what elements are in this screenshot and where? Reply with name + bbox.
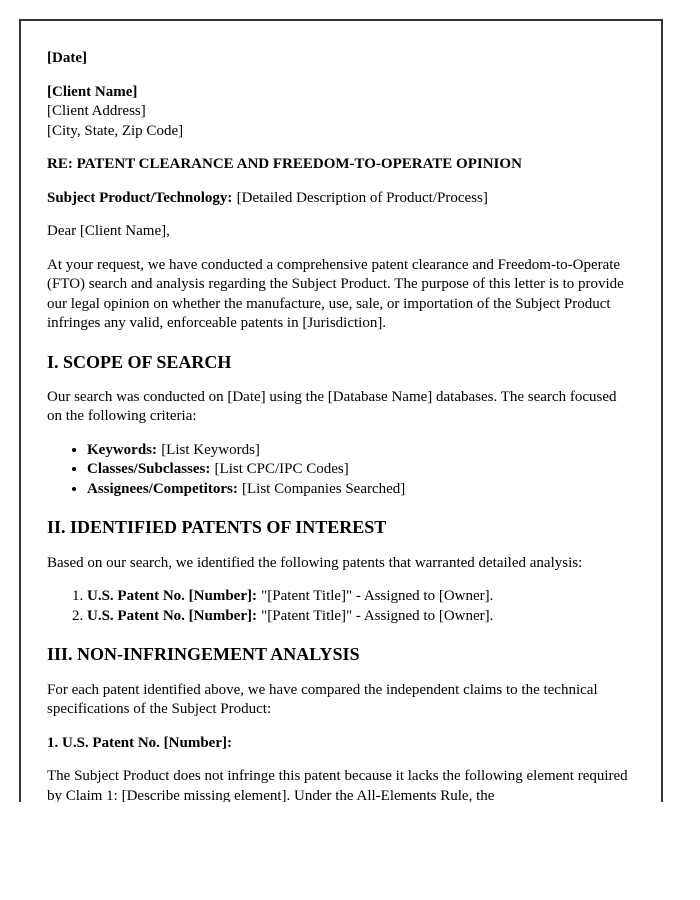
subject-label: Subject Product/Technology: [47,189,233,206]
scope-intro-paragraph: Our search was conducted on [Date] using the [Database Name] databases. The search focused on the following criteria: [47,388,617,425]
patent-number-label: U.S. Patent No. [Number]: [87,607,257,624]
date-line: [Date] [47,50,87,66]
subject-value: [Detailed Description of Product/Process] [236,189,488,206]
analysis-intro-paragraph: For each patent identified above, we have compared the independent claims to the technical specifications of the Subject Product: [47,681,598,718]
client-address-line: [Client Address] [47,103,146,119]
client-block [47,83,635,142]
patent-title-value: "[Patent Title]" - Assigned to [Owner]. [261,607,494,624]
criteria-list [47,441,635,500]
subject-line [47,189,635,209]
analysis-section-heading: III. NON-INFRINGEMENT ANALYSIS [47,644,360,665]
criteria-item-assignees [87,480,635,500]
criteria-label: Keywords: [87,441,157,458]
patent-item [87,607,635,627]
intro-paragraph: At your request, we have conducted a comprehensive patent clearance and Freedom-to-Operate (FTO) search and analysis regarding the Subject Product. The purpose of this letter is to provide our legal opinion on whether the manufacture, use, sale, or importation of the Subject Product infringes any valid, enforceable patents in [Jurisdiction]. [47,256,624,331]
patent-number-label: U.S. Patent No. [Number]: [87,588,257,605]
patent-title-value: "[Patent Title]" - Assigned to [Owner]. [261,588,494,605]
scope-section-heading: I. SCOPE OF SEARCH [47,351,232,372]
re-line: RE: PATENT CLEARANCE AND FREEDOM-TO-OPERATE OPINION [47,156,522,172]
identified-section-heading: II. IDENTIFIED PATENTS OF INTEREST [47,517,387,538]
salutation-line: Dear [Client Name], [47,223,170,239]
patent-analysis-subheading: 1. U.S. Patent No. [Number]: [47,734,232,751]
identified-intro-paragraph: Based on our search, we identified the following patents that warranted detailed analysis: [47,554,583,571]
patent-item [87,587,635,607]
analysis-paragraph: The Subject Product does not infringe this patent because it lacks the following element required by Claim 1: [Describe missing element]. Under the All-Elements Rule, the [47,768,628,802]
criteria-value: [List Companies Searched] [242,480,406,497]
criteria-value: [List Keywords] [161,441,260,458]
criteria-label: Classes/Subclasses: [87,461,211,478]
criteria-item-keywords [87,441,635,461]
client-name-line: [Client Name] [47,83,138,100]
letter-page [19,19,663,802]
patent-list [47,587,635,626]
criteria-item-classes [87,460,635,480]
client-city-line: [City, State, Zip Code] [47,122,184,139]
criteria-value: [List CPC/IPC Codes] [214,461,349,478]
criteria-label: Assignees/Competitors: [87,480,238,497]
